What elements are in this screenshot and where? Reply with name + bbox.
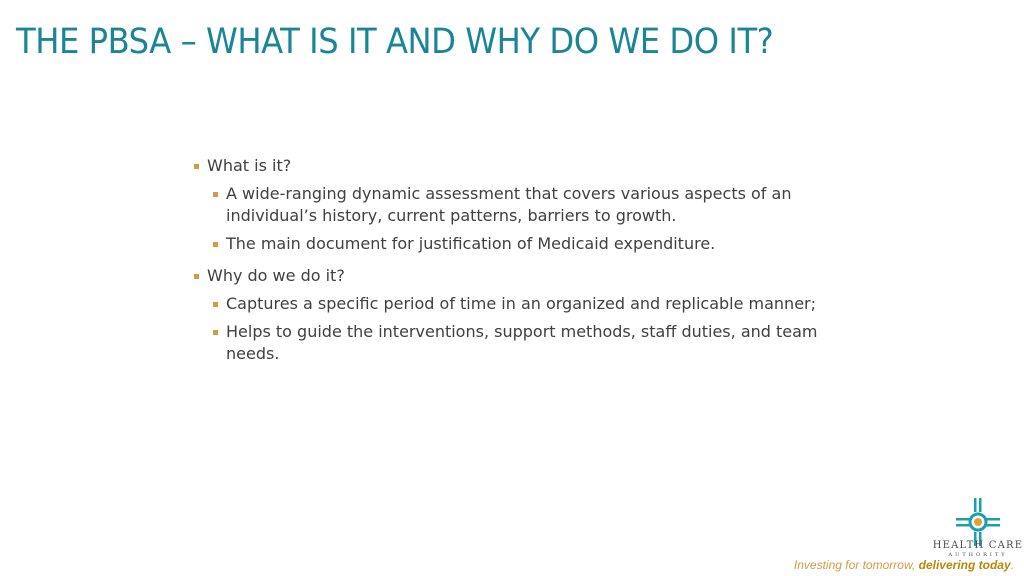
tagline-end: .: [1010, 558, 1014, 572]
tagline-emphasis: delivering today: [918, 558, 1011, 572]
bullet-group-why: [190, 265, 840, 365]
bullet-group-what: [190, 155, 840, 255]
square-bullet-icon: [213, 302, 218, 307]
bullet-heading: [190, 265, 840, 287]
bullet-item-text: Captures a specific period of time in an organized and replicable manner;: [226, 294, 817, 313]
bullet-heading-text: Why do we do it?: [207, 266, 345, 285]
bullet-item-text: The main document for justification of Medicaid expenditure.: [226, 234, 716, 253]
bullet-item-text: A wide-ranging dynamic assessment that covers various aspects of an individual’s history, current patterns, barriers to growth.: [226, 184, 792, 225]
slide-body: [190, 155, 840, 375]
logo-name: HEALTH CARE: [932, 540, 1024, 551]
logo-subtitle: AUTHORITY: [948, 552, 1008, 558]
slide-title: THE PBSA – WHAT IS IT AND WHY DO WE DO IT?: [16, 22, 774, 62]
square-bullet-icon: [194, 274, 199, 279]
square-bullet-icon: [213, 192, 218, 197]
bullet-heading-text: What is it?: [207, 156, 292, 175]
bullet-heading: [190, 155, 840, 177]
bullet-item: [190, 293, 840, 315]
footer-tagline: [794, 558, 1014, 572]
square-bullet-icon: [213, 242, 218, 247]
bullet-item: [190, 321, 840, 365]
square-bullet-icon: [194, 164, 199, 169]
tagline-part1: Investing for tomorrow,: [793, 558, 919, 572]
square-bullet-icon: [213, 330, 218, 335]
bullet-item-text: Helps to guide the interventions, support methods, staff duties, and team needs.: [226, 322, 818, 363]
bullet-item: [190, 233, 840, 255]
bullet-item: [190, 183, 840, 227]
